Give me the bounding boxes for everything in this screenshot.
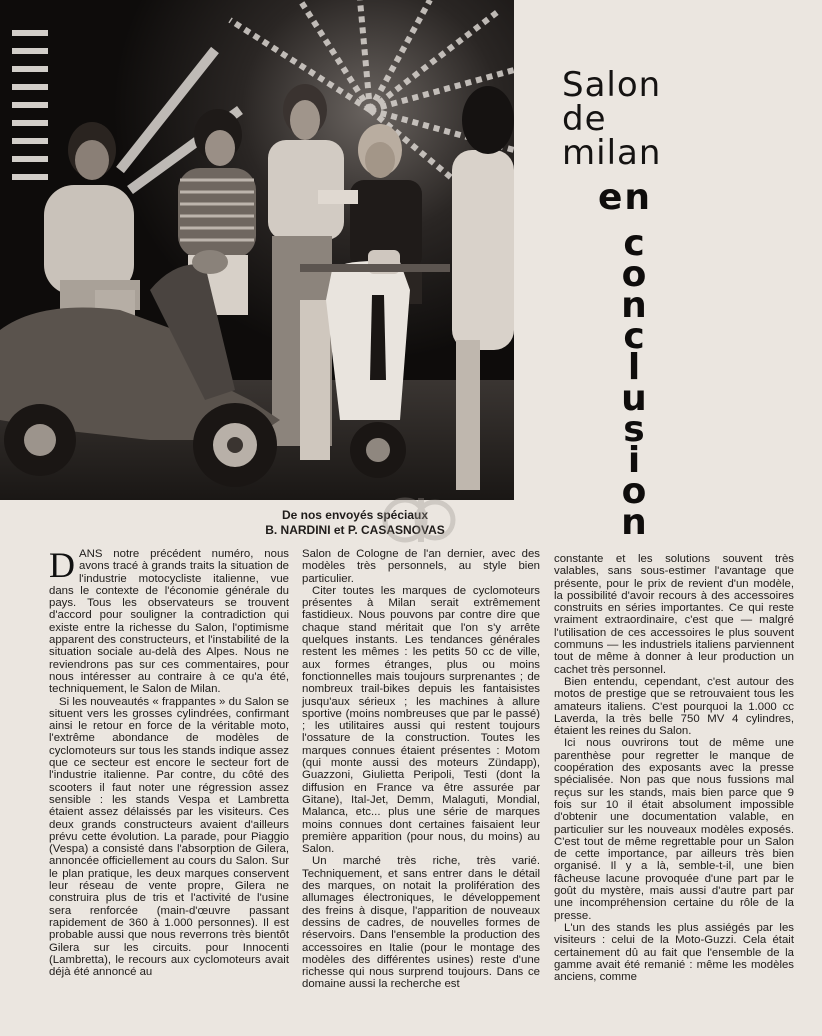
vertical-letter: o	[621, 471, 647, 512]
vertical-letter: n	[621, 285, 647, 326]
vertical-letter: l	[627, 347, 641, 388]
paragraph: Citer toutes les marques de cyclomoteurs présentes à Milan serait extrêmement fastidieux. Nous pouvons par contre dire que chaque stand méritait que l'on s'y arrête quelques instants. Les tendances générales restent les mêmes : les petits 50 cc de ville, aux formes étranges, plus ou moins fonctionnelles mais toujours surprenantes ; de nombreux trail-bikes depuis les fantaisistes jusqu'aux sérieux ; les machines à allure sportive (moins nombreuses que par le passé) ; les utilitaires aussi qui restent toujours l'ossature de la construction. Toutes les marques connues étaient présentes : Motom (qui monte aussi des moteurs Zündapp), Guazzoni, Giulietta Peripoli, Testi (dont la diffusion en France va être assurée par Gitane), Ital-Jet, Demm, Malaguti, Mondial, Malanca, etc... plus une série de marques moins connues dont certaines faisaient leur première apparition (pour nous, du moins) au Salon.	[302, 584, 540, 856]
paragraph: Ici nous ouvrirons tout de même une parenthèse pour regretter le manque de coopération des exposants avec la presse spécialisée. Non pas que nous fussions mal reçus sur les stands, mais bien parce que 9 fois sur 10 il était absolument impossible d'obtenir une documentation valable, en particulier sur les nouveaux modèles exposés. C'est tout de même regrettable pour un Salon de cette importance, par ailleurs très bien organisé. Il y a là, semble-t-il, une bien fâcheuse lacune provoquée d'une part par le goût du mystère, mais aussi d'autre part par une incompréhension certaine du rôle de la presse.	[554, 737, 794, 922]
title-en: en	[598, 177, 653, 218]
photo-illustration	[0, 0, 514, 500]
paragraph: L'un des stands les plus assiégés par les visiteurs : celui de la Moto-Guzzi. Cela était certainement dû au fait que l'ensemble de la gamme avait été remanié : même les modèles anciens, comme	[554, 921, 794, 984]
photo-scooter-scene	[0, 0, 514, 500]
paragraph: Un marché très riche, très varié. Techniquement, et sans entrer dans le détail des marques, on notait la prolifération des allumages électroniques, le développement des freins à disque, l'apparition de nouveaux dessins de cadres, de nouvelles formes de réservoirs. Dans l'ensemble la production des accessoires en Italie (pour le montage des modèles des différentes usines) reste d'une richesse qui nous surprend toujours. Dans ce domaine aussi la recherche est	[302, 855, 540, 991]
vertical-letter: s	[623, 409, 645, 450]
vertical-letter: c	[623, 223, 645, 264]
article-title	[562, 65, 802, 173]
paragraph: Si les nouveautés « frappantes » du Salon se situent vers les grosses cylindrées, confirmant ainsi le retour en force de la véritable moto, l'extrême abondance de modèles de cyclomoteurs sur tous les stands indique assez que ce secteur est encore le secteur fort de l'industrie italienne. Par contre, du côté des scooters il faut noter une régression assez sensible : les stands Vespa et Lambretta étaient assez délaissés par les visiteurs. Ces deux grands constructeurs avaient d'ailleurs prévu cette évolution. La parade, pour Piaggio (Vespa) a consisté dans l'absorption de Gilera, annoncée officiellement au cours du Salon. Sur le plan pratique, les deux marques conservent leur réseau de vente propre, Gilera ne construira plus de tris et l'activité de l'usine sera renforcée (main-d'œuvre passant rapidement de 360 à 1.000 personnes). Il est probable aussi que nous reverrons très bientôt Gilera sur les circuits. pour Innocenti (Lambretta), le recours aux cyclomoteurs avait déjà été annoncé au	[49, 695, 289, 979]
article-column-2	[302, 548, 540, 991]
vertical-letter: u	[621, 378, 647, 419]
vertical-letter: n	[621, 502, 647, 543]
title-line-3: milan	[562, 133, 662, 173]
paragraph: Bien entendu, cependant, c'est autour des motos de prestige que se retrouvaient tous les amateurs italiens. C'est pourquoi la 1.000 cc Laverda, la très belle 750 MV 4 cylindres, étaient les reines du Salon.	[554, 675, 794, 738]
vertical-letter: i	[627, 440, 641, 481]
vertical-letter: c	[623, 316, 645, 357]
title-line-2: de	[562, 99, 607, 139]
article-column-1	[49, 545, 289, 979]
byline-line-1: De nos envoyés spéciaux	[281, 508, 429, 522]
byline-line-2: B. NARDINI et P. CASASNOVAS	[265, 523, 445, 537]
byline	[195, 508, 515, 538]
article-column-3	[554, 553, 794, 983]
paragraph: Salon de Cologne de l'an dernier, avec des modèles très personnels, au style bien particulier.	[302, 548, 540, 585]
paragraph: constante et les solutions souvent très valables, sans sous-estimer l'avantage que présente, pour le prix de revient d'un modèle, la possibilité d'avoir recours à des accessoires construits en séries importantes. Ce qui reste vraiment extraordinaire, c'est que — malgré l'utilisation de ces accessoires le plus souvent communs — les industriels italiens parviennent tout de même à donner à leur production un cachet très personnel.	[554, 553, 794, 676]
title-line-1: Salon	[562, 65, 662, 105]
drop-cap: D	[49, 545, 75, 585]
vertical-letter: o	[621, 254, 647, 295]
watermark-logo	[380, 490, 460, 550]
paragraph: DANS notre précédent numéro, nous avons tracé à grands traits la situation de l'industrie motocycliste italienne, vue dans le contexte de l'économie générale du pays. Tous les observateurs se trouvent d'accord pour souligner la contradiction qui existe entre la richesse du Salon, l'optimisme apparent des constructeurs, et l'instabilité de la situation sociale au-delà des Alpes. Nous ne reviendrons pas sur ces commentaires, pour nous intéresser au contraire à ce qu'a été, techniquement, le Salon de Milan.	[49, 545, 289, 696]
title-vertical-word	[614, 223, 654, 543]
